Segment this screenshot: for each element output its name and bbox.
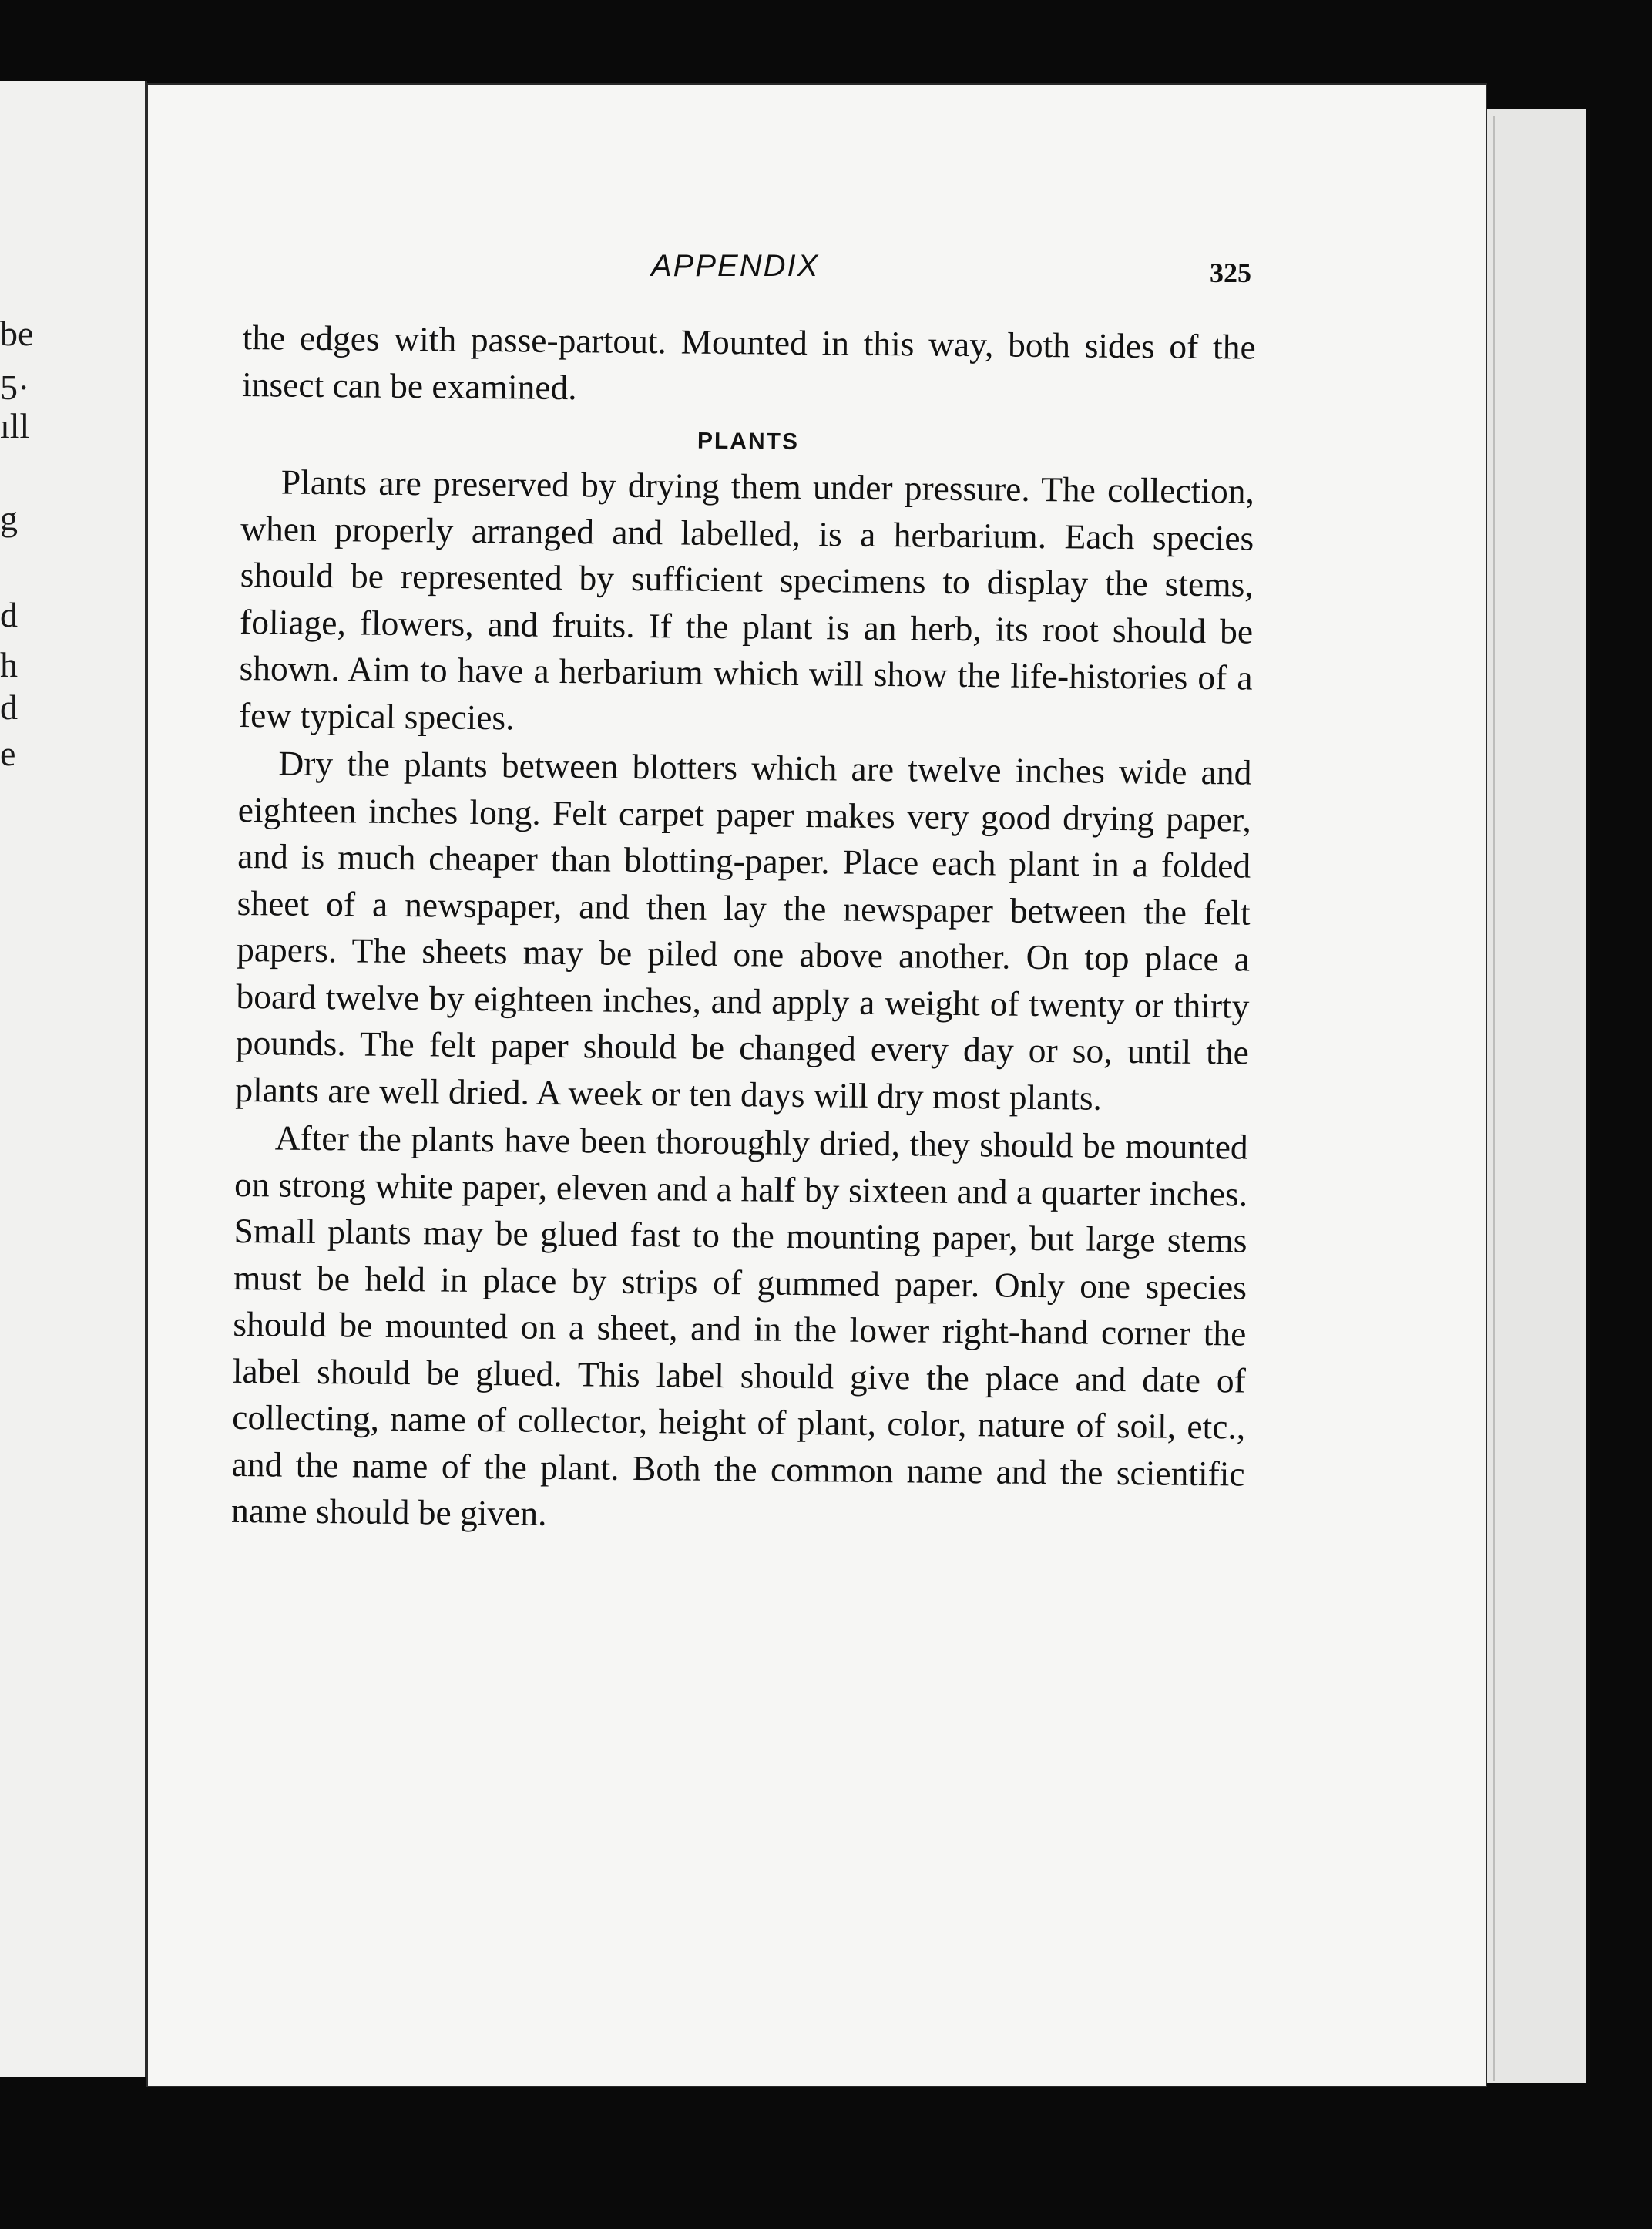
book-page xyxy=(146,83,1487,2087)
facing-page-fragment: 5· xyxy=(0,368,30,407)
body-text xyxy=(231,314,1256,1544)
facing-page-fragment: g xyxy=(0,499,18,538)
paragraph: After the plants have been thoroughly dried, they should be mounted on strong white paper, eleven and a half by sixteen and a quarter inches. Small plants may be glued fast to the mounting paper, but large stems must be held in place by strips of gummed paper. Only one species should be mounted on a sheet, and in the lower right-hand corner the label should be glued. This label should give the place and date of collecting, name of collector, height of plant, color, nature of soil, etc., and the name of the plant. Both the common name and the scientific name should be given. xyxy=(230,1118,1248,1533)
page-header xyxy=(146,249,1487,295)
continuation-paragraph: the edges with passe-partout. Mounted in this way, both sides of the insect can be examined. xyxy=(241,317,1256,407)
facing-page-fragment: e xyxy=(0,734,16,773)
paragraph: Dry the plants between blotters which are twelve inches wide and eighteen inches long. Felt carpet paper makes very good drying paper, and is much cheaper than blotting-paper. Place each plant in a folded sheet of a newspaper, and then lay the newspaper between the felt papers. The sheets may be piled one above another. On top place a board twelve by eighteen inches, and apply a weight of twenty or thirty pounds. The felt paper should be changed every day or so, until the plants are well dried. A week or ten days will dry most plants. xyxy=(235,743,1252,1118)
page-stack-line xyxy=(1493,116,1581,2081)
facing-page-fragment: ıll xyxy=(0,406,30,445)
facing-page-fragment: be xyxy=(0,314,34,353)
page-number: 325 xyxy=(1210,257,1251,288)
facing-page-fragment: h xyxy=(0,645,18,684)
facing-page-fragment: d xyxy=(0,688,18,727)
section-heading: PLANTS xyxy=(697,428,800,455)
running-head: APPENDIX xyxy=(651,249,820,283)
paragraph: Plants are preserved by drying them under pressure. The collection, when properly arranged and labelled, is a herbarium. Each species should be represented by sufficient specimens to display the stems, foliage, flowers, and fruits. If the plant is an herb, its root should be shown. Aim to have a herbarium which will show the life-histories of a few typical species. xyxy=(238,462,1255,737)
facing-page-fragment: d xyxy=(0,595,18,634)
